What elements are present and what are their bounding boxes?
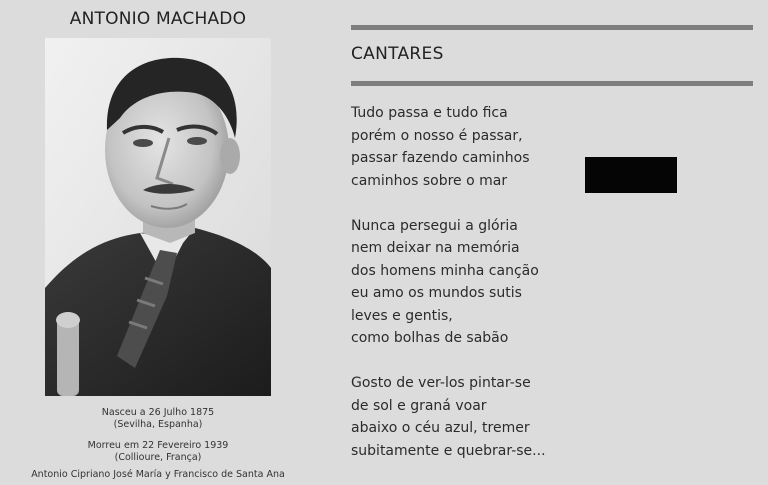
birth-date: Nasceu a 26 Julho 1875 <box>101 407 215 418</box>
death-caption <box>0 440 316 464</box>
embedded-media-block[interactable] <box>585 157 677 193</box>
poem-line: dos homens minha canção <box>351 262 539 279</box>
death-place: (Collioure, França) <box>114 452 202 463</box>
author-panel <box>0 0 316 480</box>
poem-line: passar fazendo caminhos <box>351 150 530 166</box>
stanza <box>351 102 581 192</box>
poem-line: Nunca persegui a glória <box>351 217 518 234</box>
birth-place: (Sevilha, Espanha) <box>113 419 203 430</box>
poem-line: como bolhas de sabão <box>351 330 509 346</box>
poem-line: nem deixar na memória <box>351 240 520 256</box>
poem-line: subitamente e quebrar-se... <box>351 442 546 459</box>
full-name-caption: Antonio Cipriano José María y Francisco de Santa Ana <box>31 469 285 480</box>
poem-title: CANTARES <box>351 44 444 64</box>
death-date: Morreu em 22 Fevereiro 1939 <box>87 440 229 451</box>
poem-line: Gosto de ver-los pintar-se <box>351 375 531 391</box>
poem-line: porém o nosso é passar, <box>351 127 523 144</box>
birth-caption <box>0 407 316 431</box>
poem-body <box>351 102 581 485</box>
poem-line: Tudo passa e tudo fica <box>351 105 508 121</box>
stanza <box>351 215 581 350</box>
poem-line: leves e gentis, <box>351 307 453 324</box>
heading-top-divider <box>351 25 753 30</box>
poem-line: eu amo os mundos sutis <box>351 285 522 301</box>
poem-line: caminhos sobre o mar <box>351 172 508 189</box>
heading-bottom-divider <box>351 81 753 86</box>
stanza <box>351 372 581 462</box>
author-name: ANTONIO MACHADO <box>69 9 247 29</box>
author-portrait <box>45 38 271 396</box>
poem-line: de sol e graná voar <box>351 397 487 414</box>
poem-line: abaixo o céu azul, tremer <box>351 420 530 436</box>
